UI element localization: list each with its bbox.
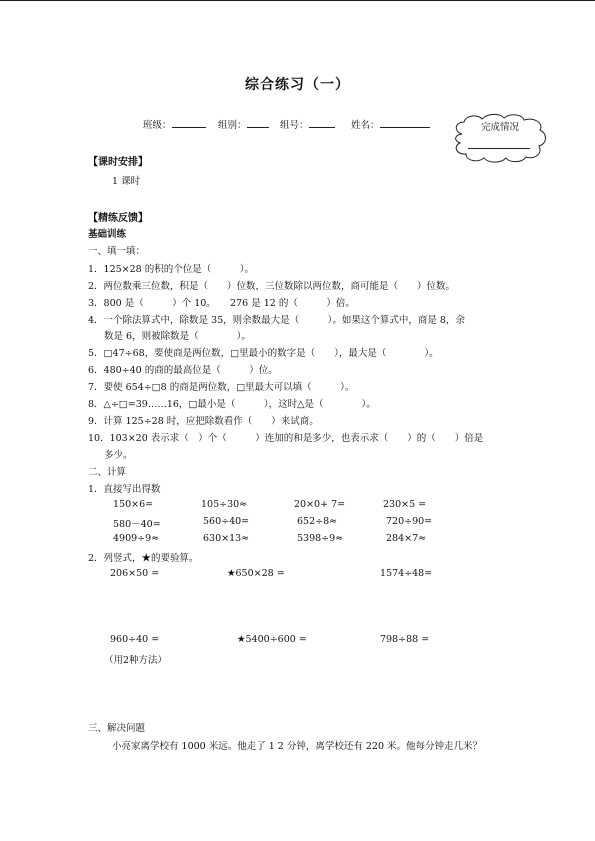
feedback-heading: 【精练反馈】 (88, 213, 148, 224)
name-label: 姓名： (351, 120, 380, 131)
class-field (143, 117, 206, 131)
group-blank[interactable] (247, 117, 269, 128)
basic-training-label: 基础训练 (88, 229, 127, 240)
vertical-item: 798÷88 = (380, 634, 430, 645)
oral-item: 4909÷9≈ (113, 533, 160, 544)
class-blank[interactable] (172, 117, 206, 128)
vertical-heading: 2．列竖式，★的要验算。 (88, 553, 199, 564)
fill-item-10-cont: 多少。 (104, 450, 133, 461)
oral-item: 580－40= (113, 519, 161, 530)
fill-item-4: 4．一个除法算式中，除数是 35，则余数最大是（ ）。如果这个算式中，商是 8，余 (88, 315, 465, 326)
word-problem: 小亮家离学校有 1000 米远。他走了 1 2 分钟，离学校还有 220 米。他每分钟走几米？ (112, 741, 483, 752)
oral-item: 560÷40= (203, 516, 250, 527)
oral-item: 105÷30≈ (201, 499, 248, 510)
completion-status-label: 完成情况 (480, 122, 519, 133)
group-label: 组别： (218, 120, 247, 131)
fill-item-2: 2．两位数乘三位数，积是（ ）位数，三位数除以两位数，商可能是（ ）位数。 (88, 281, 456, 292)
oral-item: 284×7≈ (386, 533, 427, 544)
group-field (218, 117, 269, 131)
method-note: （用2种方法） (104, 655, 168, 666)
group-number-blank[interactable] (309, 117, 335, 128)
fill-item-1: 1．125×28 的积的个位是（ ）。 (88, 264, 254, 275)
group-number-label: 组号： (280, 120, 309, 131)
vertical-item: 206×50 = (110, 568, 160, 579)
oral-item: 720÷90= (386, 516, 433, 527)
completion-status-blank[interactable] (468, 148, 530, 149)
oral-item: 230×5 = (383, 499, 427, 510)
fill-item-6: 6．480÷40 的商的最高位是（ ）位。 (88, 365, 278, 376)
oral-item: 150×6= (113, 499, 154, 510)
fill-item-9: 9．计算 125÷28 时，应把除数看作（ ）来试商。 (88, 416, 319, 427)
page-title: 综合练习（一） (245, 77, 350, 93)
part3-heading: 三、解决问题 (88, 723, 146, 734)
oral-heading: 1．直接写出得数 (88, 484, 161, 495)
vertical-item: ★5400÷600 = (237, 634, 307, 645)
vertical-item: 960÷40 = (110, 634, 160, 645)
oral-item: 20×0+ 7= (294, 499, 346, 510)
class-label: 班级： (143, 120, 172, 131)
fill-item-5: 5．□47÷68，要使商是两位数，□里最小的数字是（ ），最大是（ ）。 (88, 348, 439, 359)
schedule-heading: 【课时安排】 (88, 157, 148, 168)
part1-heading: 一、填一填： (88, 246, 146, 257)
fill-item-10: 10．103×20 表示求（ ）个（ ）连加的和是多少，也表示求（ ）的（ ）倍是 (88, 433, 484, 444)
page-top-border (0, 0, 595, 1)
name-field (351, 117, 430, 131)
oral-item: 5398÷9≈ (297, 533, 344, 544)
oral-item: 652÷8≈ (297, 516, 338, 527)
name-blank[interactable] (380, 117, 430, 128)
oral-item: 630×13≈ (203, 533, 250, 544)
fill-item-7: 7．要使 654÷□8 的商是两位数，□里最大可以填（ ）。 (88, 382, 355, 393)
vertical-item: ★650×28 = (227, 568, 285, 579)
vertical-item: 1574÷48= (380, 568, 433, 579)
fill-item-3: 3．800 是（ ）个 10。 276 是 12 的（ ）倍。 (88, 298, 355, 309)
fill-item-8: 8．△÷□=39……16，□最小是（ ），这时△是（ ）。 (88, 399, 376, 410)
fill-item-4-cont: 数是 6，则被除数是（ ）。 (104, 331, 251, 342)
group-number-field (280, 117, 335, 131)
part2-heading: 二、计算 (88, 467, 127, 478)
schedule-value: 1 课时 (112, 176, 141, 187)
